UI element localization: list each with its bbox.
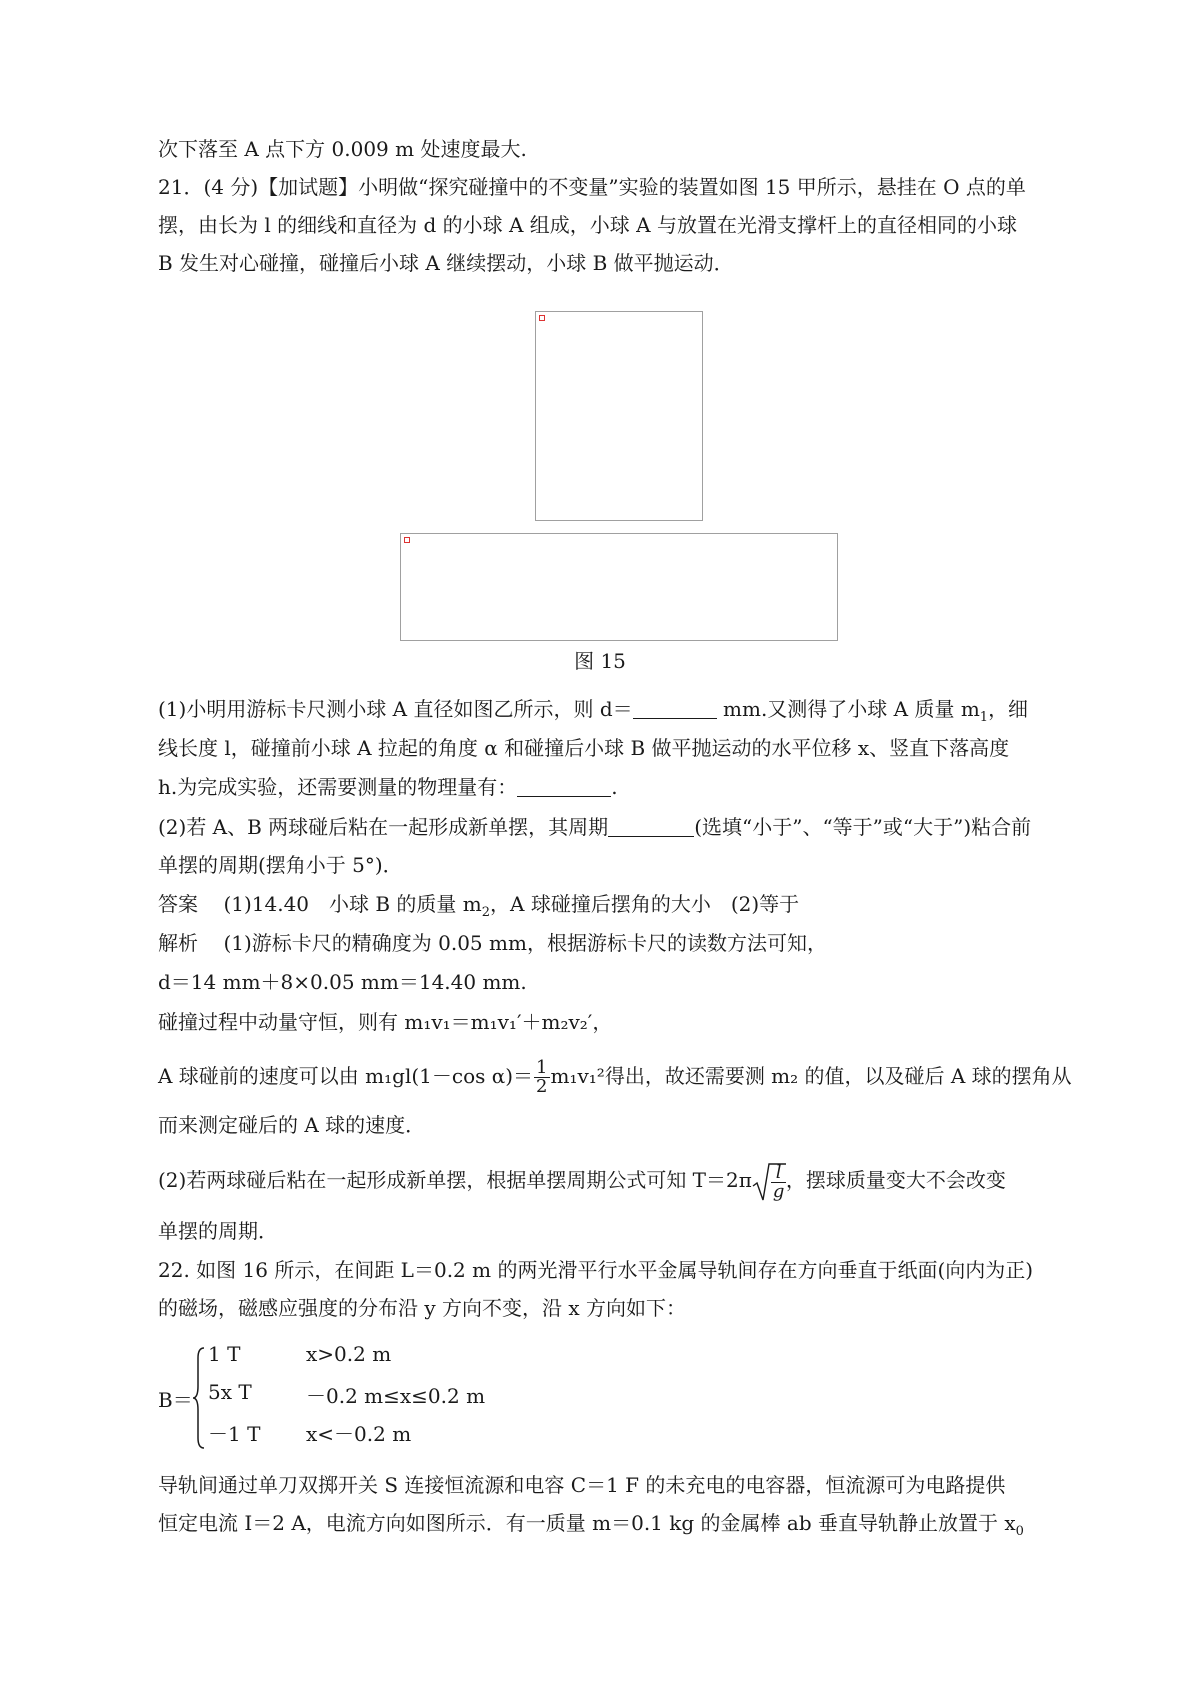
answer-label: 答案 <box>158 892 198 916</box>
case-value: 5x T <box>208 1380 252 1404</box>
field-label: B＝ <box>158 1388 193 1412</box>
case-condition: x>0.2 m <box>306 1342 392 1366</box>
text-span: ，A 球碰撞后摆角的大小 (2)等于 <box>490 892 800 916</box>
figure-caption: 图 15 <box>574 649 626 673</box>
subscript: 2 <box>481 905 491 920</box>
text-line <box>158 1510 1063 1539</box>
question-22-heading: 22. 如图 16 所示，在间距 L＝0.2 m 的两光滑平行水平金属导轨间存在方向垂直于纸面(向内为正) <box>158 1258 1034 1282</box>
figure-15-yi-image <box>400 533 838 641</box>
text-span: (1)14.40 小球 B 的质量 m <box>223 892 482 916</box>
fraction-denominator: 2 <box>536 1076 548 1097</box>
text-span: (1)游标卡尺的精确度为 0.05 mm，根据游标卡尺的读数方法可知， <box>223 931 827 955</box>
piecewise-field-definition <box>158 1342 658 1452</box>
text-span: A 球碰前的速度可以由 m₁gl(1－cos α)＝ <box>158 1064 534 1088</box>
fraction-numerator: l <box>771 1164 787 1183</box>
text-span: ，细 <box>988 697 1029 721</box>
text-line: 导轨间通过单刀双掷开关 S 连接恒流源和电容 C＝1 F 的未充电的电容器，恒流源可为电路提供 <box>158 1473 1006 1497</box>
subscript: 0 <box>1015 1524 1024 1539</box>
case-condition: x<－0.2 m <box>306 1422 412 1446</box>
solution-line-7: 单摆的周期． <box>158 1219 278 1243</box>
answer-line <box>158 891 1063 920</box>
text-line: 的磁场，磁感应强度的分布沿 y 方向不变，沿 x 方向如下： <box>158 1296 687 1320</box>
text-line: 摆，由长为 l 的细线和直径为 d 的小球 A 组成，小球 A 与放置在光滑支撑杆上的直径相同的小球 <box>158 213 1017 237</box>
figure-15-jia-image <box>535 311 703 521</box>
case-value: －1 T <box>208 1422 261 1446</box>
solution-label: 解析 <box>158 931 198 955</box>
solution-line-3: 碰撞过程中动量守恒，则有 m₁v₁＝m₁v₁′＋m₂v₂′， <box>158 1010 613 1034</box>
text-line: B 发生对心碰撞，碰撞后小球 A 继续摆动，小球 B 做平抛运动． <box>158 251 734 275</box>
part-1-line-3 <box>158 774 1063 800</box>
text-span: 恒定电流 I＝2 A，电流方向如图所示．有一质量 m＝0.1 kg 的金属棒 ab 垂直导轨静止放置于 x <box>158 1511 1016 1535</box>
fraction-denominator: g <box>772 1180 785 1202</box>
solution-line-2: d＝14 mm＋8×0.05 mm＝14.40 mm. <box>158 970 527 994</box>
text-span: mm.又测得了小球 A 质量 m <box>716 697 980 721</box>
fraction-l-over-g <box>771 1161 787 1202</box>
solution-line-6 <box>158 1158 1063 1202</box>
broken-image-icon <box>404 537 410 543</box>
solution-line-4 <box>158 1056 1072 1097</box>
case-value: 1 T <box>208 1342 241 1366</box>
text-span: (2)若 A、B 两球碰后粘在一起形成新单摆，其周期 <box>158 815 609 839</box>
part-2-line-1 <box>158 814 1063 840</box>
solution-line-5: 而来测定碰后的 A 球的速度． <box>158 1113 426 1137</box>
case-condition: －0.2 m≤x≤0.2 m <box>306 1384 486 1408</box>
text-span: (选填“小于”、“等于”或“大于”)粘合前 <box>694 815 1032 839</box>
fraction-one-half <box>534 1059 549 1096</box>
text-span: (2)若两球碰后粘在一起形成新单摆，根据单摆周期公式可知 T＝2π <box>158 1168 752 1192</box>
fraction-numerator: 1 <box>536 1057 548 1078</box>
answer-blank <box>608 816 694 837</box>
text-span: . <box>611 775 618 799</box>
text-span: h.为完成实验，还需要测量的物理量有： <box>158 775 518 799</box>
curly-brace-icon <box>192 1346 206 1450</box>
part-2-line-2: 单摆的周期(摆角小于 5°)． <box>158 853 403 877</box>
text-span: (1)小明用游标卡尺测小球 A 直径如图乙所示，则 d＝ <box>158 697 633 721</box>
subscript: 1 <box>979 710 989 725</box>
text-span: m₁v₁²得出，故还需要测 m₂ 的值，以及碰后 A 球的摆角从 <box>550 1064 1072 1088</box>
solution-line-1 <box>158 930 1063 956</box>
answer-blank <box>633 698 717 719</box>
square-root-symbol <box>752 1162 786 1202</box>
part-1-line-2: 线长度 l，碰撞前小球 A 拉起的角度 α 和碰撞后小球 B 做平抛运动的水平位移 x、竖直下落高度 <box>158 736 1010 760</box>
answer-blank <box>517 776 611 797</box>
broken-image-icon <box>539 315 545 321</box>
part-1-line-1 <box>158 696 1063 725</box>
text-line: 次下落至 A 点下方 0.009 m 处速度最大. <box>158 137 527 161</box>
text-span: ，摆球质量变大不会改变 <box>785 1168 1006 1192</box>
question-21-heading: 21．(4 分)【加试题】小明做“探究碰撞中的不变量”实验的装置如图 15 甲所示，悬挂在 O 点的单 <box>158 175 1026 199</box>
